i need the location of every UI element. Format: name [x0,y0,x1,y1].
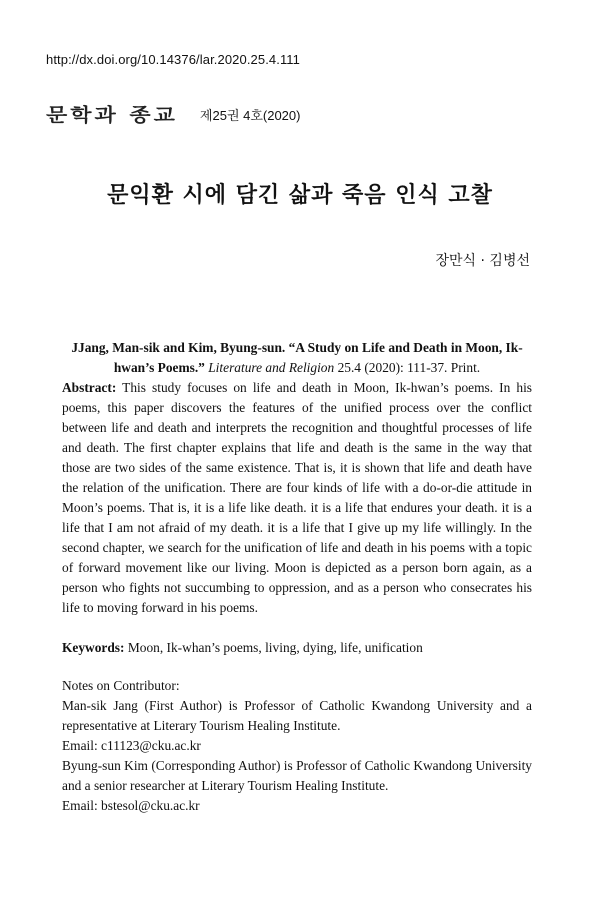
paper-authors: 장만식 · 김병선 [435,253,530,269]
journal-header [46,100,300,128]
citation-journal: Literature and Religion [208,360,335,375]
doi-link[interactable]: http://dx.doi.org/10.14376/lar.2020.25.4.111 [46,52,301,67]
contributor-notes [62,676,532,816]
abstract-section [62,338,532,816]
journal-logo: 문학과 종교 [46,105,178,127]
keywords-text: Moon, Ik-whan’s poems, living, dying, life, unification [127,640,423,655]
citation-title: “A Study on Life and Death in Moon, Ik-hwan’s Poems.” [113,340,523,375]
issue-info: 제25권 4호(2020) [199,107,301,123]
keywords-label: Keywords: [62,640,125,655]
author1-note: Man-sik Jang (First Author) is Professor of Catholic Kwandong University and a representative at Literary Tourism Healing Institute. [62,698,532,733]
author1-email[interactable]: Email: c11123@cku.ac.kr [62,738,201,753]
citation [62,338,532,378]
citation-details: 25.4 (2020): 111-37. Print. [337,360,481,375]
notes-heading: Notes on Contributor: [62,678,180,693]
abstract-text: This study focuses on life and death in Moon, Ik-hwan’s poems. In his poems, this paper discovers the features of the unified process over the conflict between life and death and interprets the recognition and thoughtful processes of life and death. The first chapter explains that life and death is the same in the way that those are two sides of the same existence. That is, it is shown that life and death have the relation of the unification. There are four kinds of life with a do-or-die attitude in Moon’s poems. That is, it is a life like death. it is a life that endures your death. it is a life that I am not afraid of my death. it is a life that I give up my life willingly. In the second chapter, we search for the unification of life and death in his poems with a topic of forward movement like our living. Moon is depicted as a person born again, as a person who fights not succumbing to oppression, and as a person who consecrates his life to moving forward in his poems. [62,380,532,615]
abstract [62,378,532,618]
author2-email[interactable]: Email: bstesol@cku.ac.kr [62,798,200,813]
author2-note: Byung-sun Kim (Corresponding Author) is Professor of Catholic Kwandong University and a senior researcher at Literary Tourism Healing Institute. [62,758,532,793]
abstract-label: Abstract: [62,380,117,395]
paper-title: 문익환 시에 담긴 삶과 죽음 인식 고찰 [107,183,493,208]
keywords [62,638,532,658]
citation-authors: JJang, Man-sik and Kim, Byung-sun. [71,340,286,355]
